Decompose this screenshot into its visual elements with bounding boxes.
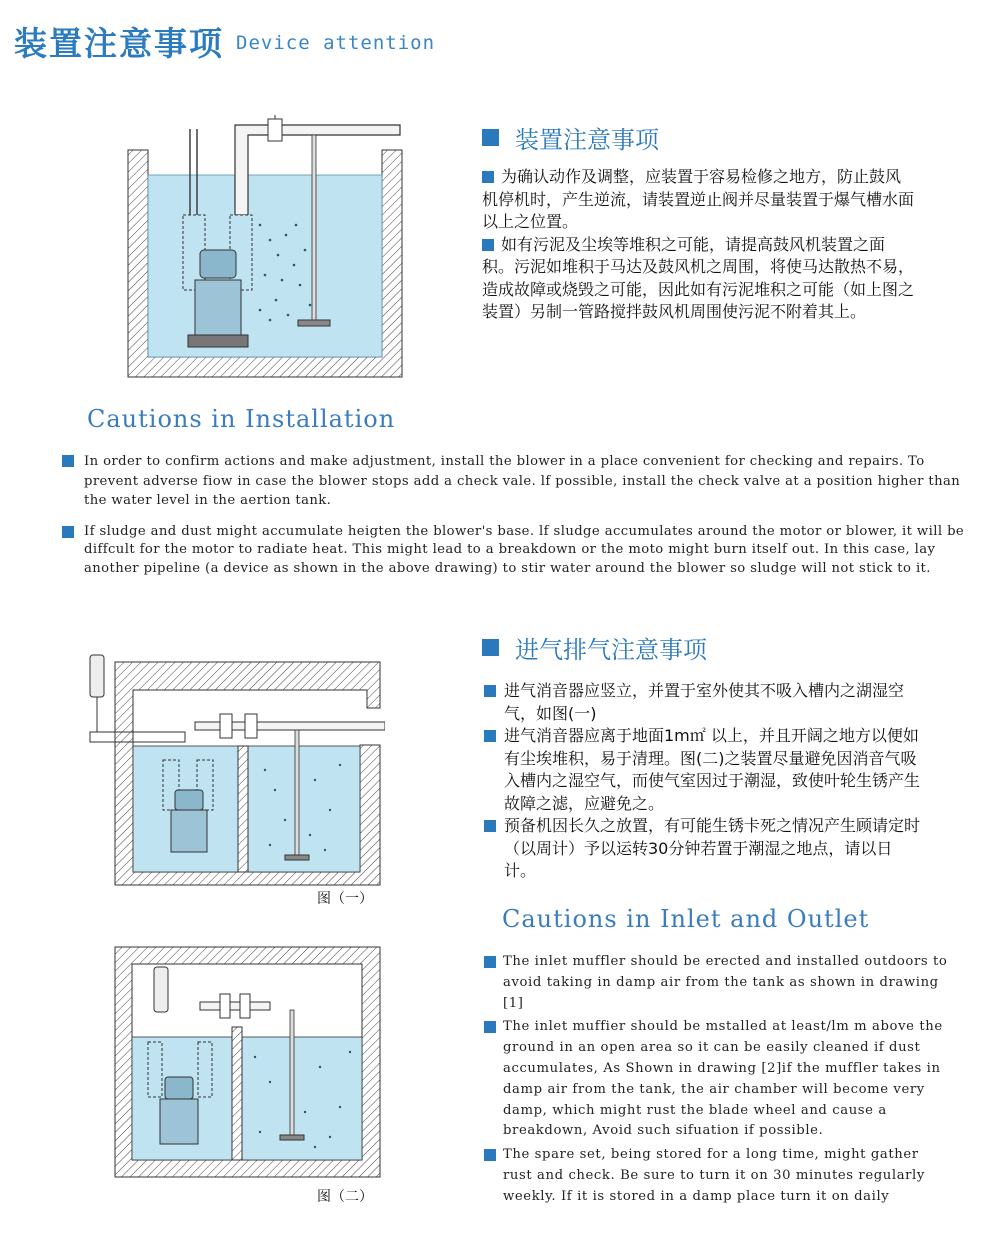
install-para2-cn: 如有污泥及尘埃等堆积之可能，请提高鼓风机装置之面积。污泥如堆积于马达及鼓风机之周围，将使马达散热不易，造成故障或烧毁之可能，因此如有污泥堆积之可能（如上图之装置）另制一管路搅拌鼓风机周围使污泥不附着其上。 <box>482 234 915 321</box>
install-text-en <box>62 452 982 579</box>
bullet-square-icon <box>484 685 496 697</box>
figure-1-caption: 图（一） <box>317 891 373 907</box>
inlet-text-cn <box>484 680 920 883</box>
install-para1-cn: 为确认动作及调整，应装置于容易检修之地方，防止鼓风机停机时，产生逆流，请装置逆止阀并尽量装置于爆气槽水面以上之位置。 <box>482 167 915 231</box>
bullet-square-icon <box>484 1021 496 1033</box>
figure-2-caption: 图（二） <box>317 1189 373 1205</box>
bullet-square-icon <box>62 526 74 538</box>
title-square-icon <box>482 129 499 146</box>
inlet-para3-cn: 预备机因长久之放置，有可能生锈卡死之情况产生顾请定时（以周计）予以运转30分钟若置于潮湿之地点，请以日计。 <box>484 815 920 883</box>
install-para1-en: In order to confirm actions and make adjustment, install the blower in a place convenient for checking and repairs. To prevent adverse fiow in case the blower stops add a check vale. lf possible, install the check valve at a position higher than the water level in the aertion tank. <box>62 452 982 511</box>
page-title-cn: 装置注意事项 <box>14 24 224 63</box>
inlet-text-en <box>484 952 952 1208</box>
inlet-para3-en: The spare set, being stored for a long time, might gather rust and check. Be sure to turn it on 30 minutes regularly weekly. If it is stored in a damp place turn it on daily <box>484 1145 952 1207</box>
install-title-en: Cautions in Installation <box>87 405 396 433</box>
bullet-square-icon <box>484 1149 496 1161</box>
inlet-para1-cn: 进气消音器应竖立，并置于室外使其不吸入槽内之湖湿空气，如图(一) <box>484 680 920 725</box>
bullet-square-icon <box>484 730 496 742</box>
bullet-square-icon <box>62 455 74 467</box>
page-title-en: Device attention <box>236 32 436 54</box>
inlet-para2-cn: 进气消音器应离于地面1m㎡ 以上，并且开阔之地方以便如有尘埃堆积，易于清理。图(二)之装置尽量避免因消音气吸入槽内之湿空气，而使气室因过于潮湿，致使叶轮生锈产生故障之滤，应避免之。 <box>484 725 920 815</box>
inlet-para2-en: The inlet muffier should be mstalled at least/lm m above the ground in an open area so it can be easily cleaned if dust accumulates, As Shown in drawing [2]if the muffler takes in damp air from the tank, the air chamber will become very damp, which might rust the blade wheel and cause a breakdown, Avoid such sifuation if possible. <box>484 1017 952 1142</box>
figure-2-diagram <box>110 942 385 1182</box>
install-text-cn <box>482 166 914 324</box>
bullet-square-icon <box>484 820 496 832</box>
install-para2-en: If sludge and dust might accumulate heigten the blower's base. lf sludge accumulates around the motor or blower, it will be diffcult for the motor to radiate heat. This might lead to a breakdown or the moto might burn itself out. In this case, lay another pipeline (a device as shown in the above drawing) to stir water around the blower so sludge will not stick to it. <box>62 523 982 579</box>
title-square-icon <box>482 639 499 656</box>
installation-diagram <box>100 115 420 385</box>
inlet-title-en: Cautions in Inlet and Outlet <box>502 905 870 933</box>
figure-1-diagram <box>85 650 385 890</box>
page-title <box>14 18 435 65</box>
inlet-title-cn: 进气排气注意事项 <box>482 630 707 665</box>
inlet-para1-en: The inlet muffler should be erected and installed outdoors to avoid taking in damp air from the tank as shown in drawing [1] <box>484 952 952 1014</box>
bullet-square-icon <box>482 171 494 183</box>
bullet-square-icon <box>484 956 496 968</box>
install-title-cn: 装置注意事项 <box>482 120 659 155</box>
bullet-square-icon <box>482 239 494 251</box>
